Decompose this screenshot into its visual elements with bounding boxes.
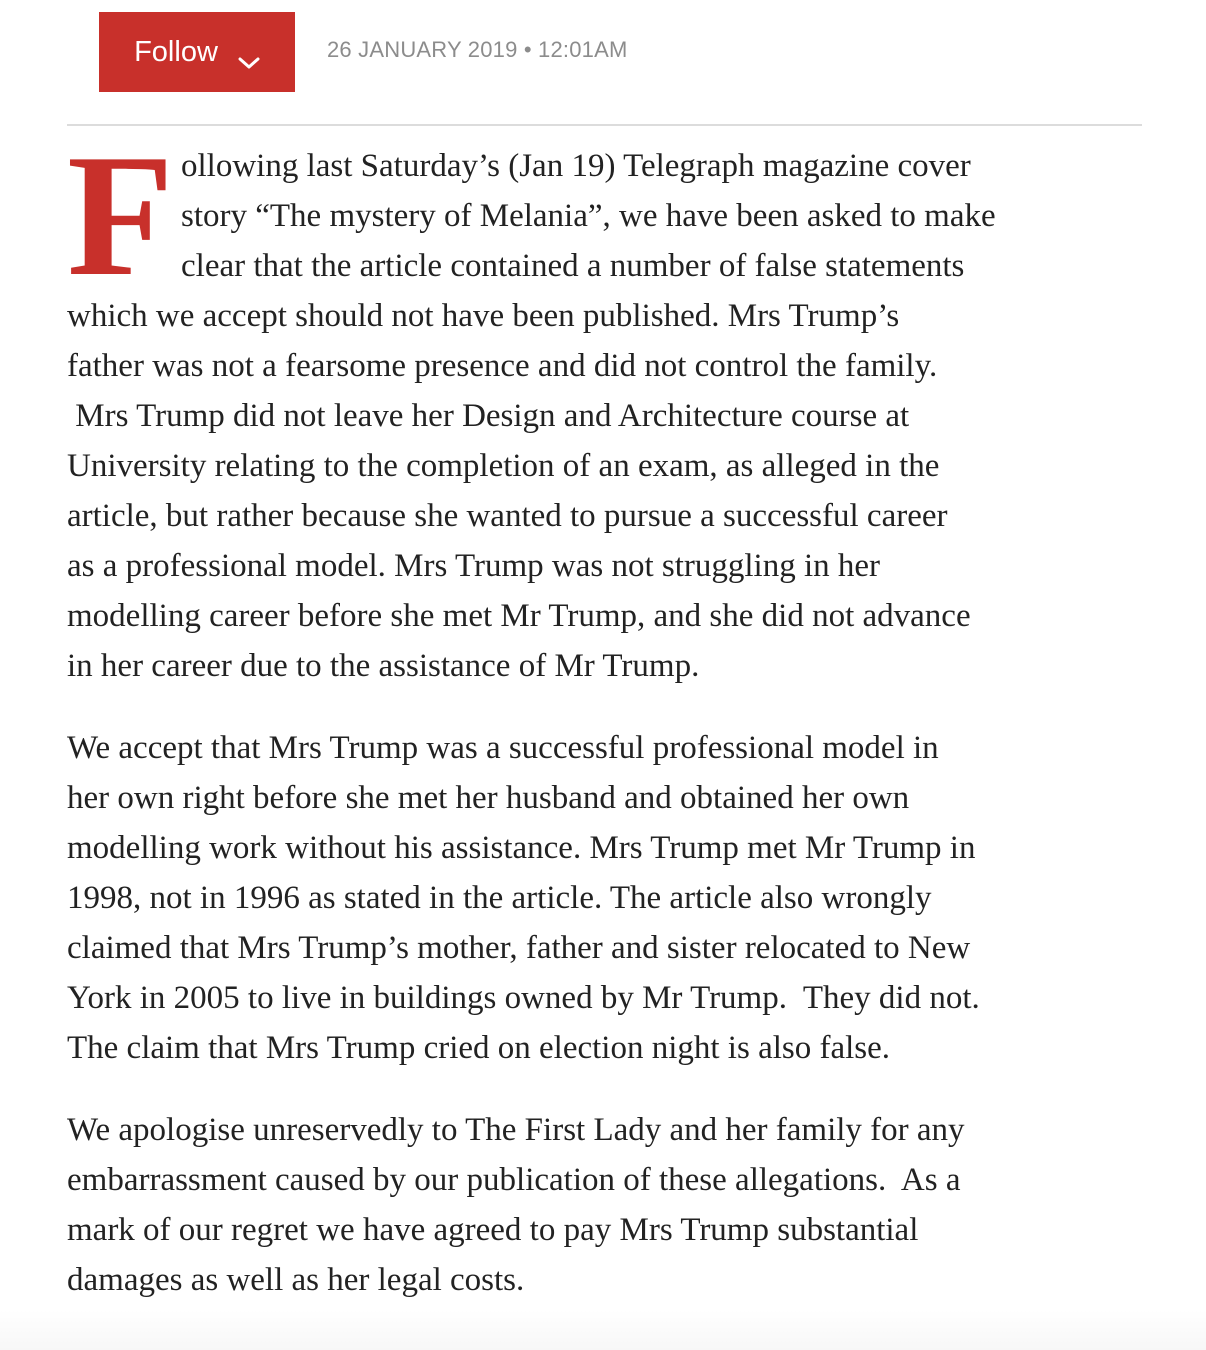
text-line: The claim that Mrs Trump cried on election night is also false. bbox=[67, 1030, 891, 1066]
text-line: in her career due to the assistance of Mr Trump. bbox=[67, 648, 700, 684]
paragraph-2 bbox=[67, 723, 1167, 1073]
publish-timestamp: 26 JANUARY 2019 • 12:01AM bbox=[327, 37, 628, 62]
text-line: We accept that Mrs Trump was a successful professional model in bbox=[67, 730, 939, 766]
text-line: embarrassment caused by our publication of these allegations. As a bbox=[67, 1162, 961, 1198]
text-line: her own right before she met her husband and obtained her own bbox=[67, 780, 910, 816]
dropcap: F bbox=[67, 118, 174, 312]
bottom-fade bbox=[0, 1310, 1206, 1350]
text-line: story “The mystery of Melania”, we have been asked to make bbox=[181, 198, 996, 234]
paragraph-3 bbox=[67, 1105, 1167, 1305]
text-line: York in 2005 to live in buildings owned by Mr Trump. They did not. bbox=[67, 980, 980, 1016]
text-line: father was not a fearsome presence and did not control the family. bbox=[67, 348, 938, 384]
text-line: article, but rather because she wanted to pursue a successful career bbox=[67, 498, 948, 534]
text-line: We apologise unreservedly to The First Lady and her family for any bbox=[67, 1112, 965, 1148]
text-line: Mrs Trump did not leave her Design and Architecture course at bbox=[67, 398, 910, 434]
follow-button[interactable] bbox=[99, 12, 295, 92]
header-divider bbox=[67, 124, 1142, 126]
follow-button-label: Follow bbox=[134, 35, 218, 68]
text-line: modelling work without his assistance. Mrs Trump met Mr Trump in bbox=[67, 830, 976, 866]
text-line: clear that the article contained a number of false statements bbox=[181, 248, 965, 284]
article-body bbox=[67, 118, 1167, 1337]
text-line: ollowing last Saturday’s (Jan 19) Telegraph magazine cover bbox=[181, 148, 971, 184]
text-line: 1998, not in 1996 as stated in the article. The article also wrongly bbox=[67, 880, 932, 916]
paragraph-1 bbox=[67, 118, 1167, 691]
text-line: modelling career before she met Mr Trump, and she did not advance bbox=[67, 598, 971, 634]
text-line: as a professional model. Mrs Trump was not struggling in her bbox=[67, 548, 881, 584]
text-line: mark of our regret we have agreed to pay Mrs Trump substantial bbox=[67, 1212, 919, 1248]
text-line: University relating to the completion of an exam, as alleged in the bbox=[67, 448, 940, 484]
text-line: damages as well as her legal costs. bbox=[67, 1262, 525, 1298]
chevron-down-icon bbox=[238, 45, 260, 59]
text-line: claimed that Mrs Trump’s mother, father and sister relocated to New bbox=[67, 930, 971, 966]
text-line: which we accept should not have been published. Mrs Trump’s bbox=[67, 298, 900, 334]
article-header bbox=[99, 12, 628, 92]
